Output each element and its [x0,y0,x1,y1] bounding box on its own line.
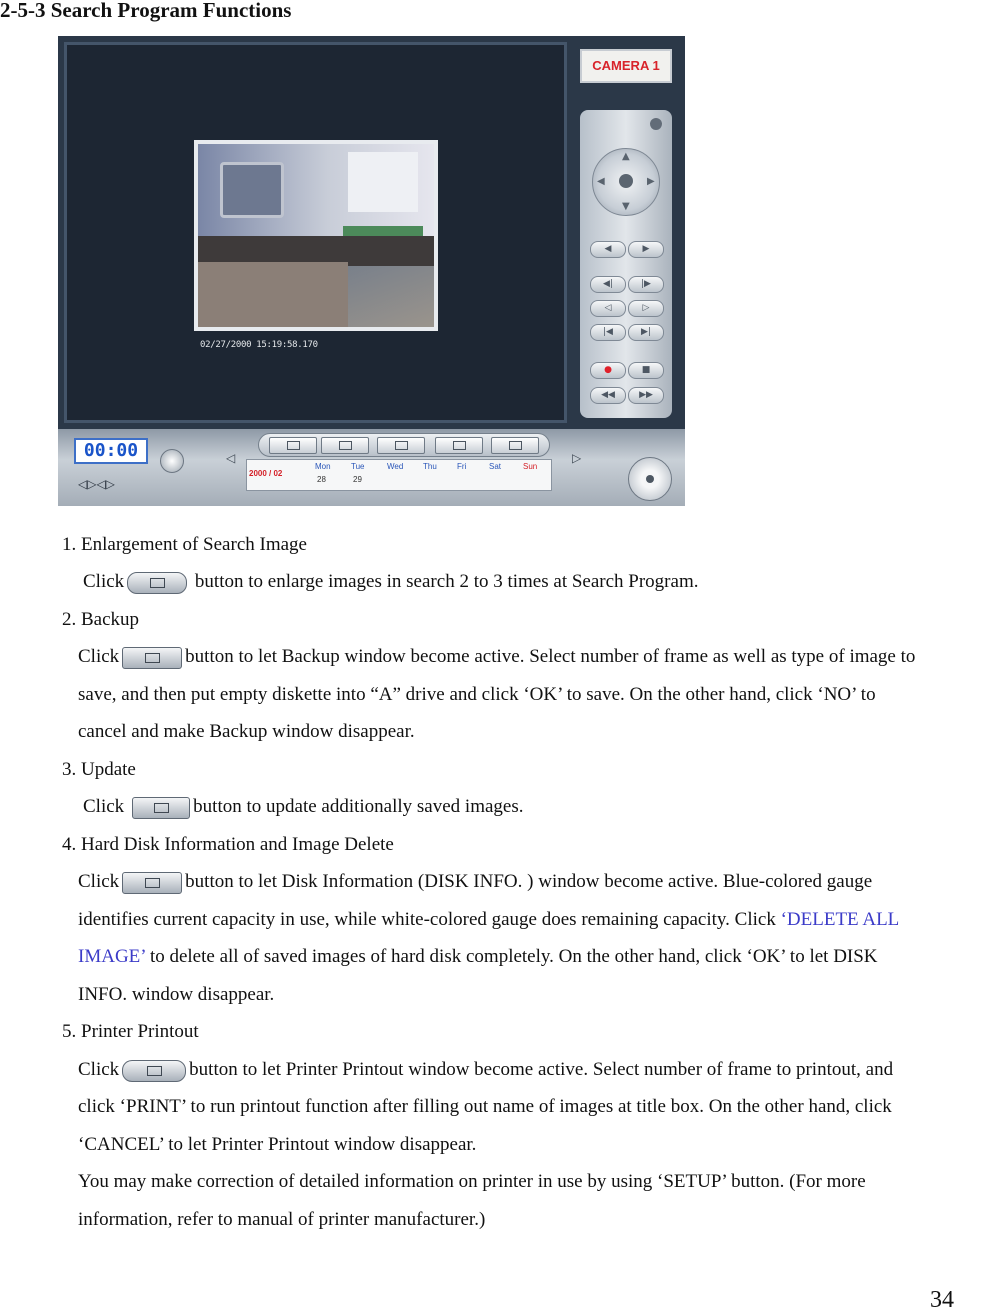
section-line: save, and then put empty diskette into “A” drive and click ‘OK’ to save. On the other hand, click ‘NO’ to [78,684,876,705]
playback-control-panel [580,110,672,418]
delete-all-image-link: ‘DELETE ALL [780,909,900,930]
search-program-screenshot [58,36,685,506]
section-title: 3. Update [62,759,136,780]
up-arrow-icon[interactable]: ▲ [622,151,630,162]
disk-info-button-icon [122,872,182,894]
dial-button[interactable] [160,449,184,473]
mini-controls[interactable]: ◁▷◁▷ [78,477,115,491]
calendar-date: 2000 / 02 [249,469,283,478]
next-week-icon[interactable]: ▷ [572,451,582,465]
calendar-strip [246,459,552,491]
search-toolbar [58,429,685,506]
record-button[interactable]: ● [590,362,626,379]
section-line: Click button to update additionally saved images. [83,796,524,817]
exit-button[interactable] [628,457,672,501]
rewind-button[interactable]: ◀◀ [590,387,626,404]
section-title: 2. Backup [62,609,140,630]
calendar-day[interactable]: Sat [489,462,502,471]
section-line: Click button to let Disk Information (DISK INFO. ) window become active. Blue-colored gauge [78,871,873,892]
section-line: ‘CANCEL’ to let Printer Printout window disappear. [78,1134,477,1155]
image-timestamp: 02/27/2000 15:19:58.170 [200,340,318,350]
step-back-button[interactable]: ◀| [590,276,626,293]
section-line: You may make correction of detailed information on printer in use by using ‘SETUP’ button. (For more [78,1171,866,1192]
calendar-day[interactable]: Thu [423,462,437,471]
play-button[interactable]: ▶ [628,241,664,258]
section-line: INFO. window disappear. [78,984,275,1005]
delete-all-image-link: IMAGE’ [78,946,146,967]
stop-button[interactable]: ■ [628,362,664,379]
section-line: Click button to enlarge images in search 2 to 3 times at Search Program. [83,571,699,592]
section-line: click ‘PRINT’ to run printout function after filling out name of images at title box. On the other hand, click [78,1096,892,1117]
calendar-day-number[interactable]: 28 [317,475,326,484]
calendar-day-number[interactable]: 29 [353,475,362,484]
backup-button-icon [122,647,182,669]
calendar-day[interactable]: Wed [387,462,404,471]
down-arrow-icon[interactable]: ▼ [622,201,630,212]
first-frame-button[interactable]: |◀ [590,324,626,341]
section-line: information, refer to manual of printer manufacturer.) [78,1209,486,1230]
update-button[interactable] [377,437,425,454]
section-line: Click button to let Backup window become active. Select number of frame as well as type of image to [78,646,916,667]
section-title: 4. Hard Disk Information and Image Delete [62,834,394,855]
step-forward-button[interactable]: |▶ [628,276,664,293]
last-frame-button[interactable]: ▶| [628,324,664,341]
printer-button-icon [122,1060,186,1082]
calendar-day[interactable]: Mon [315,462,331,471]
center-icon[interactable] [619,174,633,188]
time-display: 00:00 [74,438,148,464]
section-title: 5. Printer Printout [62,1021,199,1042]
section-line: IMAGE’ to delete all of saved images of hard disk completely. On the other hand, click ‘OK’ to let DISK [78,946,878,967]
backup-button[interactable] [321,437,369,454]
left-arrow-icon[interactable]: ◀ [597,176,605,187]
enlarge-button-icon [127,572,187,594]
panel-close-icon[interactable] [650,118,662,130]
section-line: identifies current capacity in use, while white-colored gauge does remaining capacity. Click ‘DELETE ALL [78,909,900,930]
enlarge-button[interactable] [269,437,317,454]
camera-label[interactable]: CAMERA 1 [580,49,672,83]
section-line: cancel and make Backup window disappear. [78,721,415,742]
page-number: 34 [930,1287,954,1313]
disk-info-button[interactable] [435,437,483,454]
fast-forward-button[interactable]: ▶▶ [628,387,664,404]
printer-button[interactable] [491,437,539,454]
calendar-day[interactable]: Tue [351,462,365,471]
calendar-day[interactable]: Fri [457,462,467,471]
slow-back-button[interactable]: ◁ [590,300,626,317]
reverse-play-button[interactable]: ◀ [590,241,626,258]
right-arrow-icon[interactable]: ▶ [647,176,655,187]
slow-forward-button[interactable]: ▷ [628,300,664,317]
section-title: 1. Enlargement of Search Image [62,534,307,555]
update-button-icon [132,797,190,819]
function-button-row [258,433,550,457]
camera-image [194,140,438,331]
direction-pad[interactable] [592,148,660,216]
calendar-day[interactable]: Sun [523,462,538,471]
page-heading: 2-5-3 Search Program Functions [0,0,292,22]
section-line: Click button to let Printer Printout window become active. Select number of frame to printout, and [78,1059,894,1080]
image-viewer [64,42,567,423]
prev-week-icon[interactable]: ◁ [226,451,236,465]
